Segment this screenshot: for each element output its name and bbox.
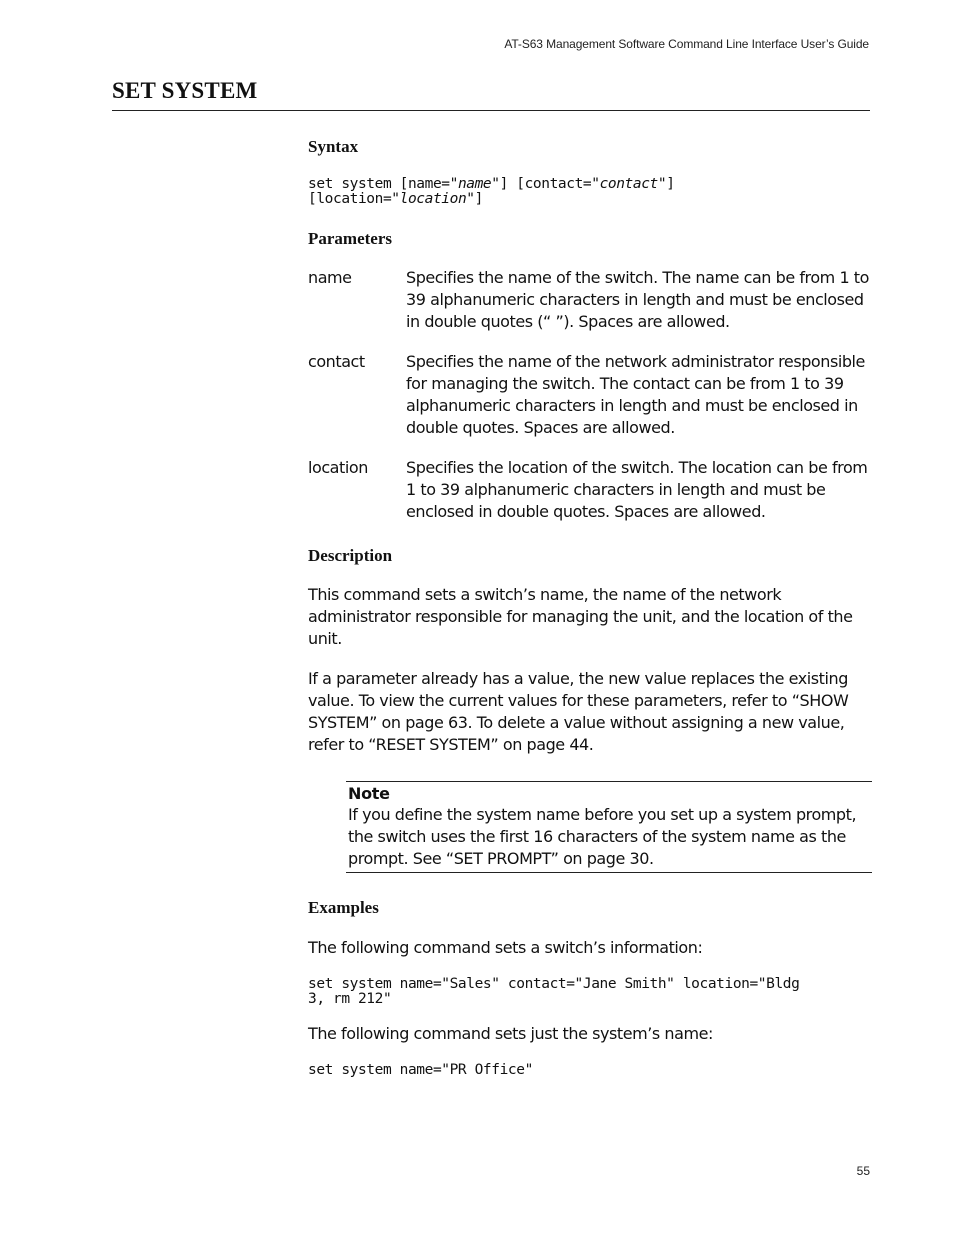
title-divider (112, 110, 870, 111)
examples-heading: Examples (308, 898, 379, 917)
parameter-row-name (308, 267, 870, 333)
description-paragraph: This command sets a switch’s name, the name of the network administrator responsible for managing the unit, and the location of the unit. (308, 585, 853, 648)
example-code: set system name="PR Office" (308, 1062, 533, 1078)
running-header: AT-S63 Management Software Command Line Interface User’s Guide (504, 37, 869, 51)
note-title: Note (348, 784, 390, 803)
parameters-table (308, 267, 870, 523)
example-code-line: 3, rm 212" (308, 991, 392, 1007)
syntax-variable-location: location (399, 191, 467, 207)
syntax-text: "] (657, 176, 675, 192)
syntax-text: set system [name=" (308, 176, 458, 192)
main-content (308, 136, 870, 1078)
example-code-line: set system name="Sales" contact="Jane Smith" location="Bldg (308, 976, 800, 992)
parameter-description: Specifies the name of the network administrator responsible for managing the switch. The contact can be from 1 to 39 alphanumeric characters in length and must be enclosed in double quotes. Spaces are allowed. (406, 352, 865, 437)
parameter-name: location (308, 458, 368, 477)
parameters-heading: Parameters (308, 229, 393, 248)
description-heading: Description (308, 546, 393, 565)
syntax-variable-name: name (457, 176, 492, 192)
page-number: 55 (856, 1164, 870, 1178)
parameter-row-contact (308, 351, 870, 439)
syntax-text: "] [contact=" (491, 176, 600, 192)
parameter-name: contact (308, 352, 365, 371)
syntax-heading: Syntax (308, 137, 359, 156)
syntax-code (308, 177, 870, 207)
example-intro: The following command sets just the system’s name: (308, 1024, 713, 1043)
page-title: SET SYSTEM (112, 78, 258, 103)
note-text: If you define the system name before you set up a system prompt, the switch uses the first 16 characters of the system name as the prompt. See “SET PROMPT” on page 30. (348, 805, 857, 868)
syntax-text: "] (466, 191, 483, 207)
syntax-variable-contact: contact (599, 176, 658, 192)
parameter-row-location (308, 457, 870, 523)
parameter-description: Specifies the location of the switch. The location can be from 1 to 39 alphanumeric characters in length and must be enclosed in double quotes. Spaces are allowed. (406, 458, 868, 521)
description-paragraph: If a parameter already has a value, the new value replaces the existing value. To view the current values for these parameters, refer to “SHOW SYSTEM” on page 63. To delete a value without assigning a new value, refer to “RESET SYSTEM” on page 44. (308, 669, 849, 754)
note-box (346, 781, 872, 873)
syntax-code-line-2 (308, 191, 483, 207)
syntax-code-line-1 (308, 176, 675, 192)
example-code (308, 977, 870, 1007)
parameter-description: Specifies the name of the switch. The name can be from 1 to 39 alphanumeric characters in length and must be enclosed in double quotes (“ ”). Spaces are allowed. (406, 268, 869, 331)
example-intro: The following command sets a switch’s information: (308, 938, 703, 957)
syntax-text: [location=" (308, 191, 400, 207)
parameter-name: name (308, 268, 352, 287)
